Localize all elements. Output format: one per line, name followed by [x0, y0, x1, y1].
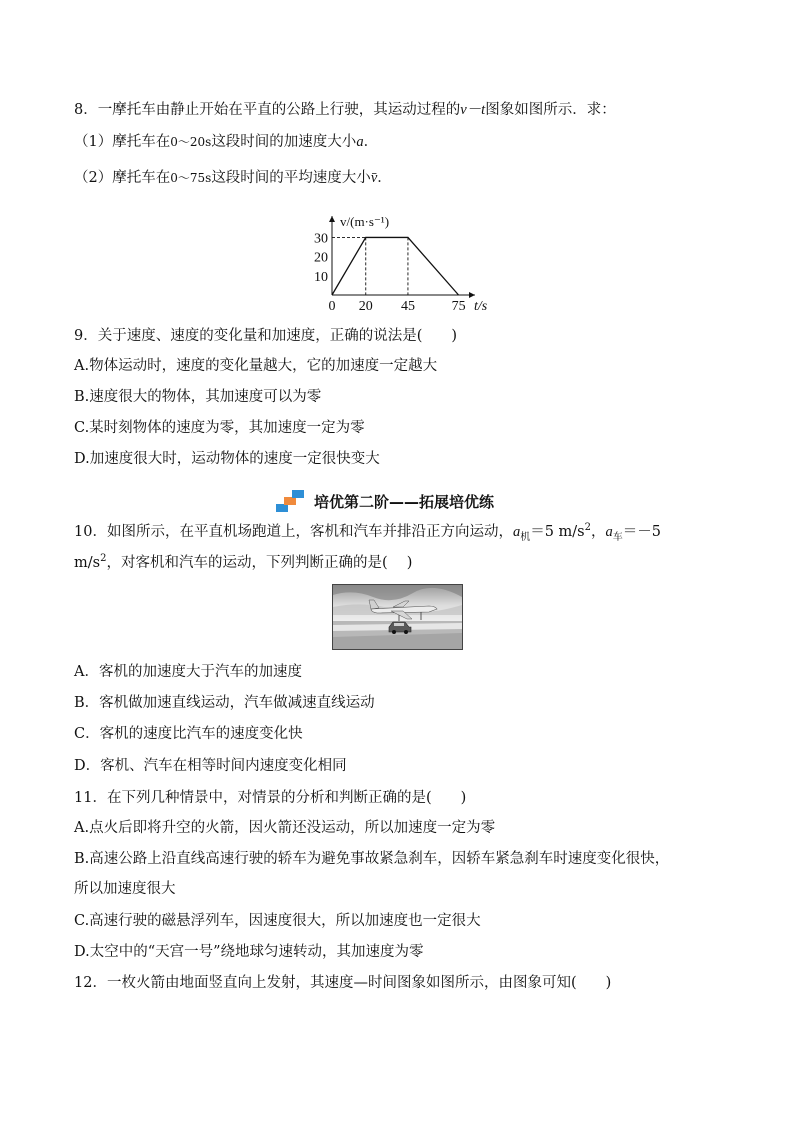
- q10-option-b: B．客机做加速直线运动，汽车做减速直线运动: [74, 695, 375, 711]
- q11-option-b-cont: 所以加速度很大: [74, 881, 176, 897]
- q10-option-c: C．客机的速度比汽车的速度变化快: [74, 726, 303, 742]
- q12-stem: 12．一枚火箭由地面竖直向上发射，其速度—时间图象如图所示，由图象可知( ): [74, 975, 612, 991]
- q11-option-a: A.点火后即将升空的火箭，因火箭还没运动，所以加速度一定为零: [74, 820, 496, 836]
- x-axis-arrow: [469, 292, 475, 298]
- y-axis-label: v/(m·s⁻¹): [340, 214, 390, 229]
- q11-option-d: D.太空中的“天宫一号”绕地球匀速转动，其加速度为零: [74, 944, 424, 960]
- vt-chart: [310, 210, 490, 316]
- stairs-icon: [276, 490, 306, 512]
- q10-option-a: A．客机的加速度大于汽车的加速度: [74, 664, 302, 680]
- y-axis-arrow: [329, 216, 335, 222]
- q8-part2: （2）摩托车在0～75s这段时间的平均速度大小v̄．: [74, 170, 392, 186]
- q9-stem: 9．关于速度、速度的变化量和加速度，正确的说法是( ): [74, 328, 458, 344]
- q8-part1: （1）摩托车在0～20s这段时间的加速度大小a．: [74, 134, 379, 150]
- x-tick-label-45: 45: [400, 299, 415, 314]
- q11-stem: 11．在下列几种情景中，对情景的分析和判断正确的是( ): [74, 790, 467, 806]
- q10-stem-line2: $m/s^2$，对客机和汽车的运动，下列判断正确的是( ): [74, 553, 413, 571]
- airplane-car-photo: [332, 584, 463, 650]
- x-axis-label: t/s: [474, 299, 488, 314]
- q11-option-c: C.高速行驶的磁悬浮列车，因速度很大，所以加速度也一定很大: [74, 913, 481, 929]
- x-tick-label-0: 0: [328, 299, 336, 314]
- airplane-car-photo-icon: [333, 585, 462, 649]
- q10-stem-line1: 10．如图所示，在平直机场跑道上，客机和汽车并排沿正方向运动，$a_机=5$ $m/s^2$，$a_车=-5$: [74, 522, 661, 543]
- q8-stem: 8．一摩托车由静止开始在平直的公路上行驶，其运动过程的v－t图象如图所示．求：: [74, 102, 616, 118]
- y-tick-label-20: 20: [314, 250, 328, 266]
- x-tick-label-20: 20: [358, 299, 373, 314]
- q10-option-d: D．客机、汽车在相等时间内速度变化相同: [74, 758, 347, 774]
- section-title: 培优第二阶——拓展培优练: [314, 492, 495, 511]
- series-line: [332, 237, 459, 295]
- section-header: [276, 488, 494, 514]
- q9-option-b: B.速度很大的物体，其加速度可以为零: [74, 389, 322, 405]
- q9-option-a: A.物体运动时，速度的变化量越大，它的加速度一定越大: [74, 358, 438, 374]
- q9-option-d: D.加速度很大时，运动物体的速度一定很快变大: [74, 451, 380, 467]
- y-tick-label-10: 10: [314, 269, 328, 285]
- x-tick-label-75: 75: [451, 299, 466, 314]
- q9-option-c: C.某时刻物体的速度为零，其加速度一定为零: [74, 420, 365, 436]
- y-tick-label-30: 30: [314, 231, 328, 247]
- q11-option-b: B.高速公路上沿直线高速行驶的轿车为避免事故紧急刹车，因轿车紧急刹车时速度变化很快，: [74, 851, 670, 867]
